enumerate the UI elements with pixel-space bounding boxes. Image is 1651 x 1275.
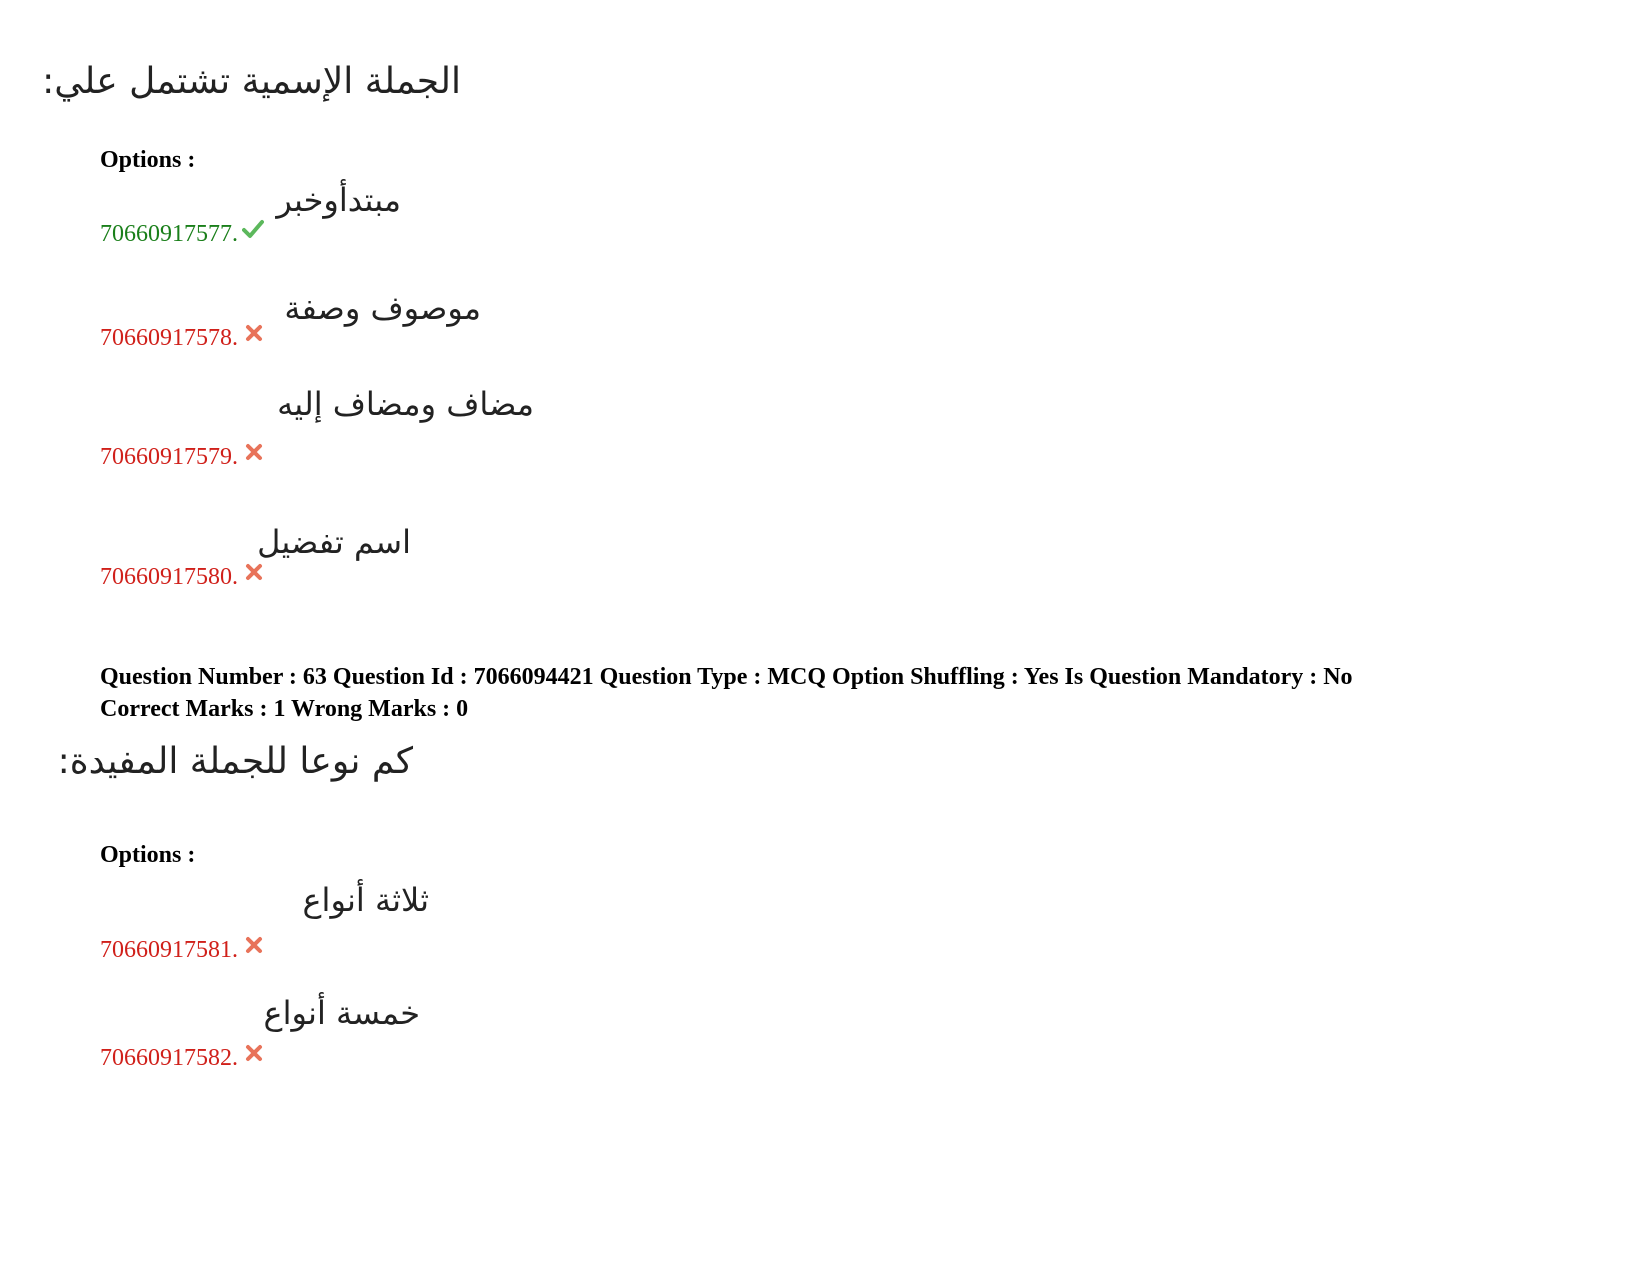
marks-meta: Correct Marks : 1 Wrong Marks : 0: [100, 696, 469, 722]
cross-icon: [243, 561, 265, 583]
cross-icon: [243, 1042, 265, 1064]
option-text: مبتدأوخبر: [276, 181, 401, 219]
question-text: الجملة الإسمية تشتمل علي:: [42, 61, 461, 102]
option-id: 70660917580.: [100, 564, 238, 590]
option-id: 70660917582.: [100, 1045, 238, 1071]
option-id: 70660917581.: [100, 937, 238, 963]
option-text: ثلاثة أنواع: [302, 881, 429, 919]
question-meta: Question Number : 63 Question Id : 7066094421 Question Type : MCQ Option Shuffling : Yes Is Question Mandatory : No: [100, 664, 1353, 690]
option-text: مضاف ومضاف إليه: [277, 385, 534, 423]
cross-icon: [243, 441, 265, 463]
question-text: كم نوعا للجملة المفيدة:: [57, 741, 413, 782]
options-label: Options :: [100, 842, 196, 868]
option-id: 70660917578.: [100, 325, 238, 351]
option-text: خمسة أنواع: [263, 994, 420, 1032]
option-text: موصوف وصفة: [284, 289, 481, 327]
cross-icon: [243, 322, 265, 344]
options-label: Options :: [100, 147, 196, 173]
cross-icon: [243, 934, 265, 956]
option-text: اسم تفضيل: [257, 523, 411, 561]
option-id: 70660917577.: [100, 221, 238, 247]
option-id: 70660917579.: [100, 444, 238, 470]
check-icon: [242, 218, 264, 240]
